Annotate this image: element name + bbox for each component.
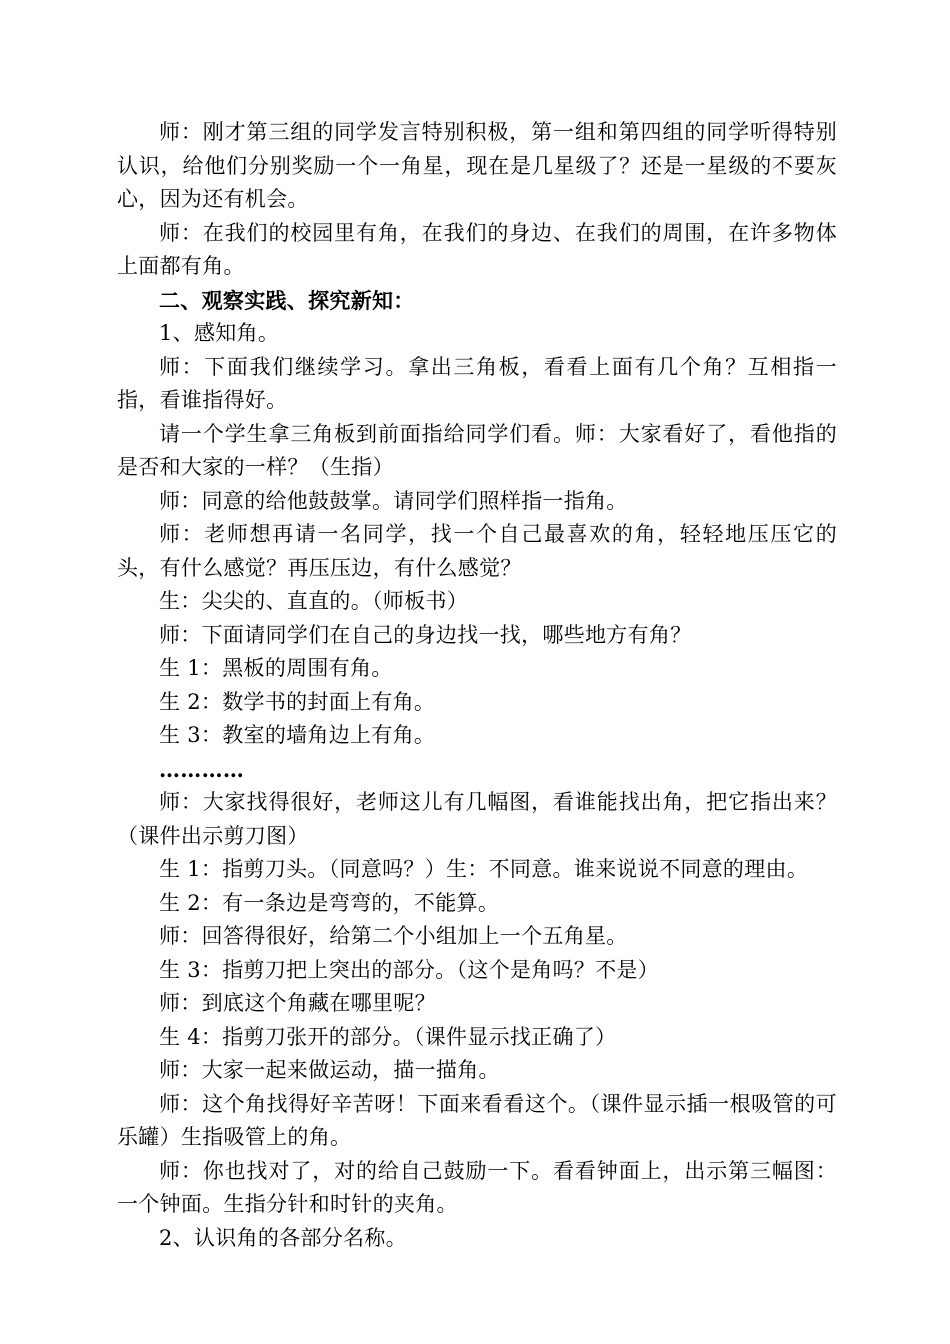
paragraph: 师：回答得很好，给第二个小组加上一个五角星。 [159, 924, 628, 948]
paragraph: 师：刚才第三组的同学发言特别积极，第一组和第四组的同学听得特别认识，给他们分别奖励一个一角星，现在是几星级了？还是一星级的不要灰心，因为还有机会。 [117, 120, 837, 211]
subsection-heading: 2、认识角的各部分名称。 [159, 1225, 407, 1250]
paragraph: 师：在我们的校园里有角，在我们的身边、在我们的周围，在许多物体上面都有角。 [117, 220, 837, 278]
paragraph: 生 2：数学书的封面上有角。 [159, 689, 436, 714]
paragraph: 师：下面我们继续学习。拿出三角板，看看上面有几个角？互相指一指，看谁指得好。 [117, 354, 837, 412]
paragraph: 师：大家找得很好，老师这儿有几幅图，看谁能找出角，把它指出来？（课件出示剪刀图） [117, 790, 837, 848]
document-body [117, 116, 837, 1255]
paragraph: 师：这个角找得好辛苦呀！下面来看看这个。（课件显示插一根吸管的可乐罐）生指吸管上的角。 [117, 1091, 837, 1149]
paragraph: 请一个学生拿三角板到前面指给同学们看。师：大家看好了，看他指的是否和大家的一样？（生指） [117, 421, 837, 479]
paragraph: 生 2：有一条边是弯弯的，不能算。 [159, 890, 500, 915]
paragraph: 生 4：指剪刀张开的部分。（课件显示找正确了） [159, 1024, 617, 1049]
paragraph: 生 3：指剪刀把上突出的部分。（这个是角吗？不是） [159, 957, 660, 982]
section-heading: 二、观察实践、探究新知： [159, 287, 415, 313]
paragraph: 师：老师想再请一名同学，找一个自己最喜欢的角，轻轻地压压它的头，有什么感觉？再压压边，有什么感觉？ [117, 522, 837, 580]
paragraph: 师：到底这个角藏在哪里呢？ [159, 991, 436, 1015]
paragraph: 师：大家一起来做运动，描一描角。 [159, 1058, 500, 1082]
paragraph: 生：尖尖的、直直的。（师板书） [159, 589, 468, 613]
paragraph: 师：你也找对了，对的给自己鼓励一下。看看钟面上，出示第三幅图：一个钟面。生指分针和时针的夹角。 [117, 1158, 837, 1216]
paragraph: 生 1：指剪刀头。（同意吗？）生：不同意。谁来说说不同意的理由。 [159, 857, 809, 881]
ellipsis-line: ………… [159, 756, 245, 782]
subsection-heading: 1、感知角。 [159, 321, 280, 345]
paragraph: 生 3：教室的墙角边上有角。 [159, 723, 436, 747]
paragraph: 师：同意的给他鼓鼓掌。请同学们照样指一指角。 [159, 488, 628, 513]
paragraph: 师：下面请同学们在自己的身边找一找，哪些地方有角？ [159, 622, 692, 647]
paragraph: 生 1：黑板的周围有角。 [159, 656, 393, 680]
